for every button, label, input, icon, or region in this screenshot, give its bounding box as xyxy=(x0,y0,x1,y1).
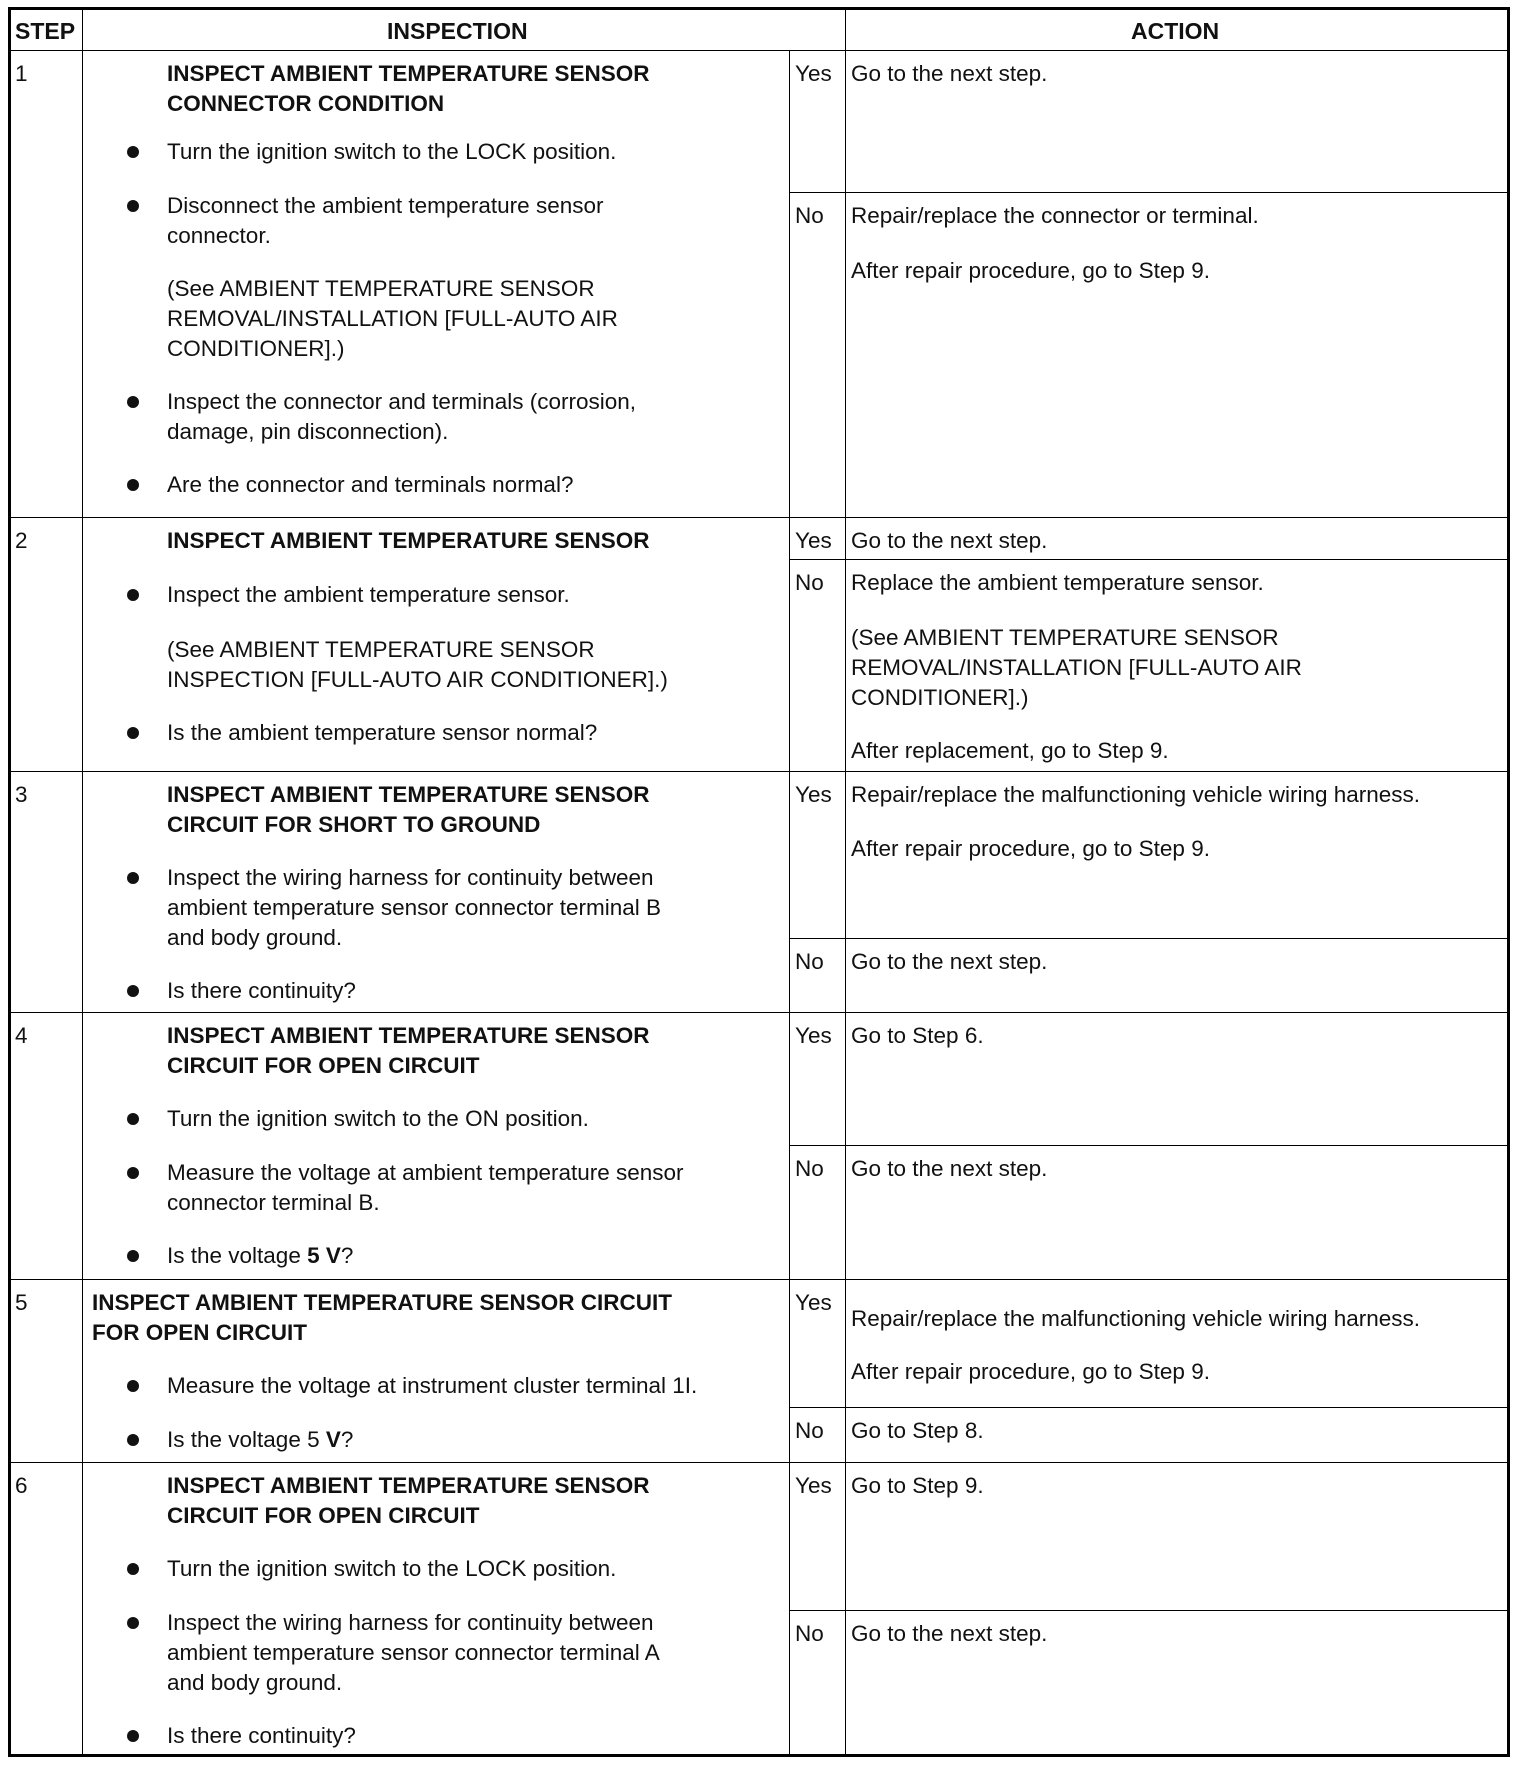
bullet-icon xyxy=(127,200,139,212)
bullet-icon xyxy=(127,1113,139,1125)
yes-no-line xyxy=(789,938,1510,939)
step-title: INSPECT AMBIENT TEMPERATURE SENSOR xyxy=(167,1023,650,1048)
yes-action: Go to Step 6. xyxy=(851,1023,984,1048)
inspection-text: ambient temperature sensor connector terminal A xyxy=(167,1640,660,1665)
step-title: INSPECT AMBIENT TEMPERATURE SENSOR xyxy=(167,61,650,86)
no-label: No xyxy=(795,949,824,974)
inspection-text: Measure the voltage at instrument cluster terminal 1I. xyxy=(167,1373,698,1398)
no-action: (See AMBIENT TEMPERATURE SENSOR xyxy=(851,625,1279,650)
yes-label: Yes xyxy=(795,61,832,86)
no-label: No xyxy=(795,1621,824,1646)
step-title: INSPECT AMBIENT TEMPERATURE SENSOR xyxy=(167,782,650,807)
no-label: No xyxy=(795,1156,824,1181)
yes-action: Go to the next step. xyxy=(851,528,1048,553)
step-number: 3 xyxy=(15,782,28,807)
bullet-icon xyxy=(127,727,139,739)
yes-no-line xyxy=(789,1145,1510,1146)
inspection-text: Turn the ignition switch to the LOCK position. xyxy=(167,139,617,164)
step-title: INSPECT AMBIENT TEMPERATURE SENSOR CIRCUIT xyxy=(92,1290,673,1315)
bullet-icon xyxy=(127,479,139,491)
inspection-text: (See AMBIENT TEMPERATURE SENSOR xyxy=(167,637,595,662)
yes-label: Yes xyxy=(795,528,832,553)
yes-no-line xyxy=(789,559,1510,560)
step-number: 2 xyxy=(15,528,28,553)
inspection-text: and body ground. xyxy=(167,925,343,950)
yes-no-line xyxy=(789,1407,1510,1408)
step-title: CONNECTOR CONDITION xyxy=(167,91,445,116)
no-action: CONDITIONER].) xyxy=(851,685,1029,710)
step-title: CIRCUIT FOR OPEN CIRCUIT xyxy=(167,1503,480,1528)
step-title: CIRCUIT FOR OPEN CIRCUIT xyxy=(167,1053,480,1078)
no-action: After replacement, go to Step 9. xyxy=(851,738,1169,763)
no-action: Go to the next step. xyxy=(851,1156,1048,1181)
row-line xyxy=(11,1462,1510,1463)
step-title: INSPECT AMBIENT TEMPERATURE SENSOR xyxy=(167,528,650,553)
step-number: 1 xyxy=(15,61,28,86)
inspection-text: connector. xyxy=(167,223,271,248)
yes-action: Go to Step 9. xyxy=(851,1473,984,1498)
bullet-icon xyxy=(127,1380,139,1392)
inspection-text-part: Is the voltage xyxy=(167,1243,308,1268)
col-divider-action xyxy=(845,10,846,1757)
yes-no-line xyxy=(789,192,1510,193)
bullet-icon xyxy=(127,1730,139,1742)
inspection-text: Are the connector and terminals normal? xyxy=(167,472,574,497)
bullet-icon xyxy=(127,396,139,408)
inspection-text: and body ground. xyxy=(167,1670,343,1695)
step-number: 5 xyxy=(15,1290,28,1315)
inspection-text-part: Is the voltage 5 xyxy=(167,1427,326,1452)
yes-action: Repair/replace the malfunctioning vehicle wiring harness. xyxy=(851,782,1421,807)
no-label: No xyxy=(795,203,824,228)
inspection-text: Inspect the connector and terminals (corrosion, xyxy=(167,389,636,414)
inspection-table xyxy=(8,7,1510,1757)
row-line xyxy=(11,1012,1510,1013)
step-title: INSPECT AMBIENT TEMPERATURE SENSOR xyxy=(167,1473,650,1498)
no-action: Go to the next step. xyxy=(851,949,1048,974)
yes-no-line xyxy=(789,1610,1510,1611)
bullet-icon xyxy=(127,146,139,158)
inspection-value: 5 V xyxy=(307,1243,341,1268)
bullet-icon xyxy=(127,872,139,884)
row-line xyxy=(11,1279,1510,1280)
row-line xyxy=(11,50,1510,51)
step-title: CIRCUIT FOR SHORT TO GROUND xyxy=(167,812,541,837)
step-number: 4 xyxy=(15,1023,28,1048)
inspection-text: Is there continuity? xyxy=(167,978,356,1003)
yes-action: Go to the next step. xyxy=(851,61,1048,86)
row-line xyxy=(11,771,1510,772)
inspection-text-part: ? xyxy=(340,1427,354,1452)
inspection-text xyxy=(167,1425,353,1455)
bullet-icon xyxy=(127,1250,139,1262)
inspection-text: Inspect the wiring harness for continuity between xyxy=(167,865,654,890)
yes-action: After repair procedure, go to Step 9. xyxy=(851,1359,1210,1384)
step-title: FOR OPEN CIRCUIT xyxy=(92,1320,308,1345)
inspection-text: Inspect the ambient temperature sensor. xyxy=(167,582,570,607)
yes-action: Repair/replace the malfunctioning vehicle wiring harness. xyxy=(851,1306,1421,1331)
no-label: No xyxy=(795,570,824,595)
inspection-text: Turn the ignition switch to the LOCK position. xyxy=(167,1556,617,1581)
bullet-icon xyxy=(127,1434,139,1446)
row-line xyxy=(11,517,1510,518)
bullet-icon xyxy=(127,985,139,997)
inspection-text: Is there continuity? xyxy=(167,1723,356,1748)
inspection-text: INSPECTION [FULL-AUTO AIR CONDITIONER].) xyxy=(167,667,668,692)
yes-label: Yes xyxy=(795,1290,832,1315)
no-action: Go to Step 8. xyxy=(851,1418,984,1443)
inspection-text: Measure the voltage at ambient temperature sensor xyxy=(167,1160,684,1185)
inspection-text: Turn the ignition switch to the ON position. xyxy=(167,1106,589,1131)
no-action: After repair procedure, go to Step 9. xyxy=(851,258,1210,283)
inspection-text: Is the ambient temperature sensor normal? xyxy=(167,720,598,745)
yes-label: Yes xyxy=(795,782,832,807)
inspection-text xyxy=(167,1241,353,1271)
inspection-text: REMOVAL/INSTALLATION [FULL-AUTO AIR xyxy=(167,306,618,331)
yes-action: After repair procedure, go to Step 9. xyxy=(851,836,1210,861)
yes-label: Yes xyxy=(795,1473,832,1498)
bullet-icon xyxy=(127,1167,139,1179)
inspection-text: damage, pin disconnection). xyxy=(167,419,449,444)
col-divider-yesno xyxy=(789,50,790,1757)
inspection-text: Disconnect the ambient temperature sensor xyxy=(167,193,604,218)
inspection-value: V xyxy=(325,1427,341,1452)
inspection-text: Inspect the wiring harness for continuity between xyxy=(167,1610,654,1635)
no-action: REMOVAL/INSTALLATION [FULL-AUTO AIR xyxy=(851,655,1302,680)
header-action: ACTION xyxy=(1131,18,1220,44)
bullet-icon xyxy=(127,1617,139,1629)
inspection-text-part: ? xyxy=(340,1243,354,1268)
bullet-icon xyxy=(127,1563,139,1575)
no-label: No xyxy=(795,1418,824,1443)
inspection-text: CONDITIONER].) xyxy=(167,336,345,361)
no-action: Go to the next step. xyxy=(851,1621,1048,1646)
inspection-text: ambient temperature sensor connector terminal B xyxy=(167,895,661,920)
step-number: 6 xyxy=(15,1473,28,1498)
inspection-text: connector terminal B. xyxy=(167,1190,380,1215)
header-step: STEP xyxy=(15,18,76,44)
yes-label: Yes xyxy=(795,1023,832,1048)
col-divider-step xyxy=(82,10,83,1757)
no-action: Replace the ambient temperature sensor. xyxy=(851,570,1264,595)
header-inspection: INSPECTION xyxy=(387,18,528,44)
bullet-icon xyxy=(127,589,139,601)
no-action: Repair/replace the connector or terminal. xyxy=(851,203,1259,228)
inspection-text: (See AMBIENT TEMPERATURE SENSOR xyxy=(167,276,595,301)
